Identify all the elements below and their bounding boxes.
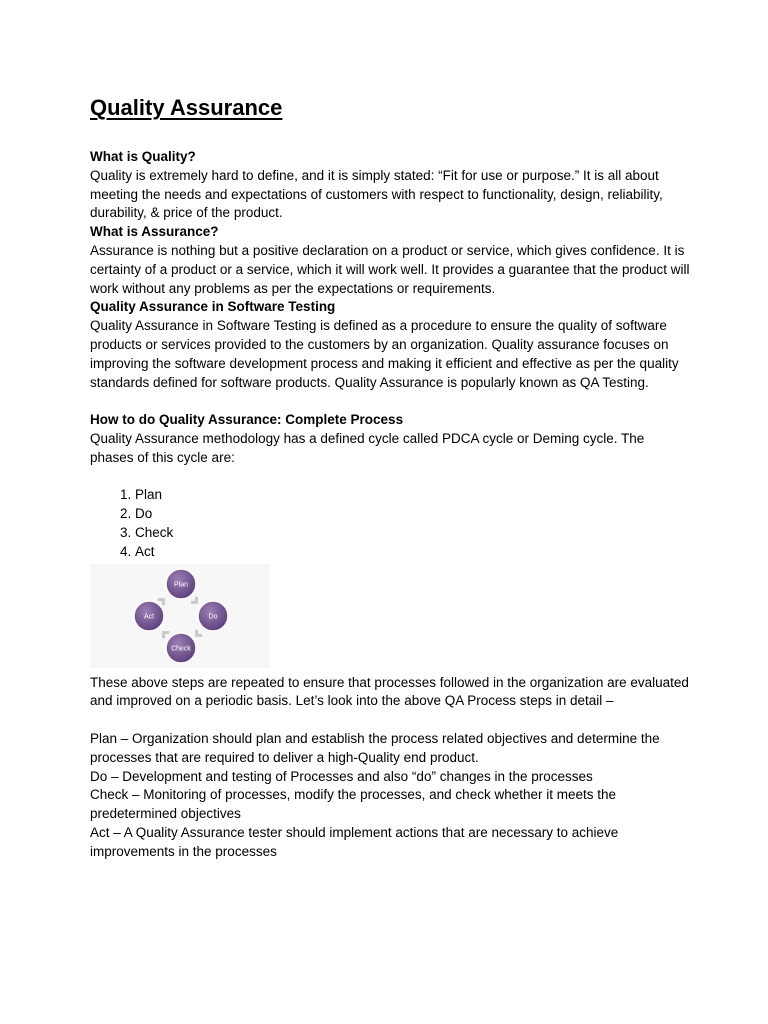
list-item: 3. Check <box>135 524 690 543</box>
list-item: 1. Plan <box>135 486 690 505</box>
list-item: 2. Do <box>135 505 690 524</box>
node-act <box>134 601 164 631</box>
node-label-plan: Plan <box>173 581 189 589</box>
node-label-act: Act <box>143 613 155 621</box>
node-label-check: Check <box>171 645 191 653</box>
phase-list <box>90 486 690 561</box>
node-do <box>198 601 228 631</box>
detail-plan: Plan – Organization should plan and establish the process related objectives and determine the processes that are required to deliver a high-Quality end product. <box>90 730 660 765</box>
node-plan <box>166 569 196 599</box>
node-label-do: Do <box>208 613 218 621</box>
arrow-do-to-check <box>194 629 202 637</box>
detail-act: Act – A Quality Assurance tester should implement actions that are necessary to achieve improvements in the processes <box>90 824 619 859</box>
detail-check: Check – Monitoring of processes, modify the processes, and check whether it meets the predetermined objectives <box>90 787 617 822</box>
section-body-qa-software-testing: Quality Assurance in Software Testing is defined as a procedure to ensure the quality of software products or services provided to the customers by an organization. Quality assurance focuses on improving the software development process and making it efficient and effective as per the quality standards defined for software products. Quality Assurance is popularly known as QA Testing. <box>90 318 679 390</box>
section-body-assurance: Assurance is nothing but a positive declaration on a product or service, which gives confidence. It is certainty of a product or a service, which it will work well. It provides a guarantee that the product will work without any problems as per the expectations or requirements. <box>90 242 690 296</box>
after-diagram-text: These above steps are repeated to ensure that processes followed in the organization are evaluated and improved on a periodic basis. Let’s look into the above QA Process steps in detail – <box>90 674 689 709</box>
pdca-cycle-svg <box>90 564 270 668</box>
pdca-cycle-diagram <box>90 564 270 668</box>
section-heading-qa-software-testing: Quality Assurance in Software Testing <box>90 299 336 315</box>
spacer <box>90 468 690 487</box>
document-page <box>90 94 690 862</box>
arrow-plan-to-do <box>191 596 199 604</box>
section-body-quality: Quality is extremely hard to define, and it is simply stated: “Fit for use or purpose.” It is all about meeting the needs and expectations of customers with respect to functionality, design, reliability, durability, & price of the product. <box>90 167 663 221</box>
process-intro: Quality Assurance methodology has a defined cycle called PDCA cycle or Deming cycle. The phases of this cycle are: <box>90 430 645 465</box>
section-heading-quality: What is Quality? <box>90 149 196 164</box>
spacer <box>90 392 690 411</box>
page-title: Quality Assurance <box>90 95 283 120</box>
process-heading: How to do Quality Assurance: Complete Process <box>90 412 404 428</box>
detail-do: Do – Development and testing of Processes and also “do” changes in the processes <box>90 768 593 784</box>
spacer <box>90 711 690 730</box>
section-heading-assurance: What is Assurance? <box>90 224 219 240</box>
node-check <box>166 633 196 663</box>
arrow-check-to-act <box>161 629 169 637</box>
list-item: 4. Act <box>135 543 690 562</box>
